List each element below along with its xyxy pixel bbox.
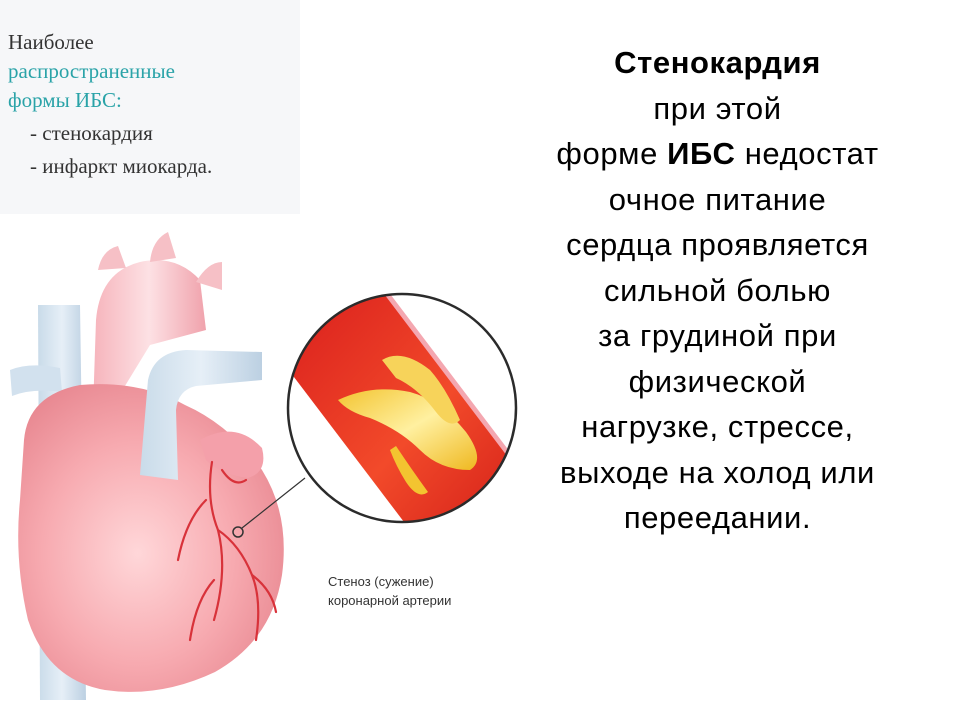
- aorta-branch-shape: [150, 232, 176, 262]
- description-line: сердца проявляется: [566, 227, 869, 262]
- description-line: очное питание: [608, 181, 827, 217]
- description-line: за грудиной при: [598, 318, 837, 353]
- description-fragment: форме: [556, 136, 668, 171]
- heart-illustration: [0, 220, 520, 720]
- intro-list-item: - инфаркт миокарда.: [30, 152, 300, 181]
- caption-line: коронарной артерии: [328, 593, 452, 608]
- caption-line: Стеноз (сужение): [328, 574, 434, 589]
- intro-box: [0, 0, 300, 214]
- slide-title: Стенокардия: [614, 45, 821, 80]
- description-line: выходе на холод или: [560, 454, 875, 490]
- description-line: сильной болью: [604, 272, 831, 308]
- description-line: при этой: [653, 90, 782, 126]
- intro-line-1: Наиболее: [8, 30, 94, 54]
- description-line: переедании.: [623, 500, 812, 535]
- description-fragment: недостат: [735, 136, 879, 171]
- description-text: [520, 40, 915, 541]
- ibs-term: ИБС: [667, 136, 736, 171]
- description-line: физической: [628, 363, 807, 399]
- figure-caption: [328, 572, 451, 610]
- intro-list: [8, 119, 300, 181]
- description-line: [520, 131, 915, 177]
- intro-line-3: формы ИБС:: [8, 88, 122, 112]
- aorta-branch-shape: [98, 246, 126, 270]
- description-line: нагрузке, стрессе,: [581, 409, 854, 444]
- intro-list-item: - стенокардия: [30, 119, 300, 148]
- intro-line-2: распространенные: [8, 59, 175, 83]
